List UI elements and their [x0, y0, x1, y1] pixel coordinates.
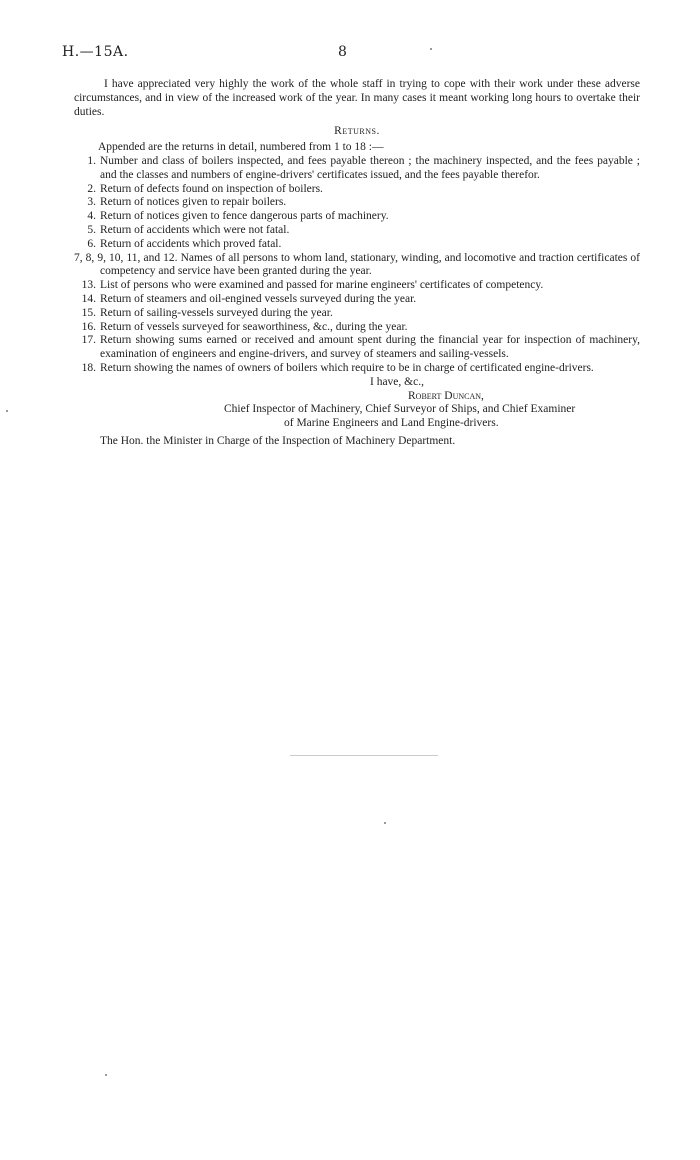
list-item-text: Return of accidents which were not fatal. — [100, 223, 290, 236]
list-item-number: 18. — [81, 361, 96, 374]
list-item-text: Number and class of boilers inspected, and fees payable thereon ; the machinery inspected, and the fees payable ; and the classes and numbers of engine-drivers' certificates issued, and the fees payable therefor. — [100, 154, 640, 181]
list-item-text: Return showing the names of owners of boilers which require to be in charge of certificated engine-drivers. — [100, 361, 594, 374]
list-item-number: 7, 8, 9, 10, 11, and 12. — [74, 251, 178, 264]
scan-artifact-dot — [6, 410, 8, 412]
returns-intro: Appended are the returns in detail, numbered from 1 to 18 :— — [98, 141, 384, 154]
addressee: The Hon. the Minister in Charge of the Inspection of Machinery Department. — [100, 434, 456, 447]
list-item — [74, 307, 640, 321]
closing-block — [74, 376, 640, 449]
list-item — [74, 224, 640, 238]
list-item-text: Return of defects found on inspection of boilers. — [100, 182, 323, 195]
closing-salutation: I have, &c., — [370, 375, 424, 388]
list-item-number: 4. — [87, 210, 96, 223]
list-item-text: Return of notices given to repair boilers. — [100, 196, 287, 209]
list-item — [74, 293, 640, 307]
list-item-text: Return of sailing-vessels surveyed during the year. — [100, 306, 333, 319]
list-item-text: Return of steamers and oil-engined vessels surveyed during the year. — [100, 292, 417, 305]
list-item-text: Return of vessels surveyed for seaworthiness, &c., during the year. — [100, 320, 408, 333]
list-item-text: Return of accidents which proved fatal. — [100, 237, 282, 250]
scan-artifact-line — [290, 755, 438, 756]
document-code: H.—15A. — [62, 44, 129, 60]
list-item — [74, 362, 640, 376]
scan-artifact-dot — [384, 822, 386, 824]
list-item-number: 3. — [87, 196, 96, 209]
list-item-number: 13. — [81, 279, 96, 292]
list-item-number: 5. — [87, 223, 96, 236]
signatory-title-line2: of Marine Engineers and Land Engine-drivers. — [284, 417, 499, 430]
signatory-name-text: Robert Duncan, — [408, 389, 484, 402]
list-item — [74, 252, 640, 280]
returns-list — [74, 155, 640, 376]
list-item-number: 6. — [87, 237, 96, 250]
list-item — [74, 334, 640, 362]
signatory-name — [74, 390, 640, 404]
list-item-number: 2. — [87, 182, 96, 195]
list-item-text: Names of all persons to whom land, stationary, winding, and locomotive and traction certificates of competency and service have been granted during the year. — [100, 251, 640, 278]
section-heading-returns: Returns. — [334, 125, 380, 138]
scan-artifact-dot — [105, 1074, 107, 1076]
signatory-title-line1: Chief Inspector of Machinery, Chief Surveyor of Ships, and Chief Examiner — [224, 403, 576, 416]
list-item — [74, 183, 640, 197]
list-item — [74, 238, 640, 252]
list-item-number: 17. — [81, 334, 96, 347]
list-item-number: 1. — [87, 154, 96, 167]
list-item — [74, 210, 640, 224]
list-item-number: 15. — [81, 306, 96, 319]
list-item-number: 16. — [81, 320, 96, 333]
scan-artifact-dot — [430, 48, 432, 50]
list-item — [74, 321, 640, 335]
list-item — [74, 196, 640, 210]
document-body — [74, 78, 640, 460]
list-item — [74, 155, 640, 183]
page-number: 8 — [338, 44, 347, 60]
list-item-text: Return showing sums earned or received and amount spent during the financial year for inspection of machinery, examination of engineers and engine-drivers, and survey of steamers and sailing-vessels. — [100, 334, 640, 361]
list-item-text: List of persons who were examined and passed for marine engineers' certificates of competency. — [100, 279, 544, 292]
intro-paragraph: I have appreciated very highly the work of the whole staff in trying to cope with their work under these adverse circumstances, and in view of the increased work of the year. In many cases it meant working long hours to overtake their duties. — [74, 78, 640, 118]
list-item-number: 14. — [81, 292, 96, 305]
list-item — [74, 279, 640, 293]
list-item-text: Return of notices given to fence dangerous parts of machinery. — [100, 210, 389, 223]
